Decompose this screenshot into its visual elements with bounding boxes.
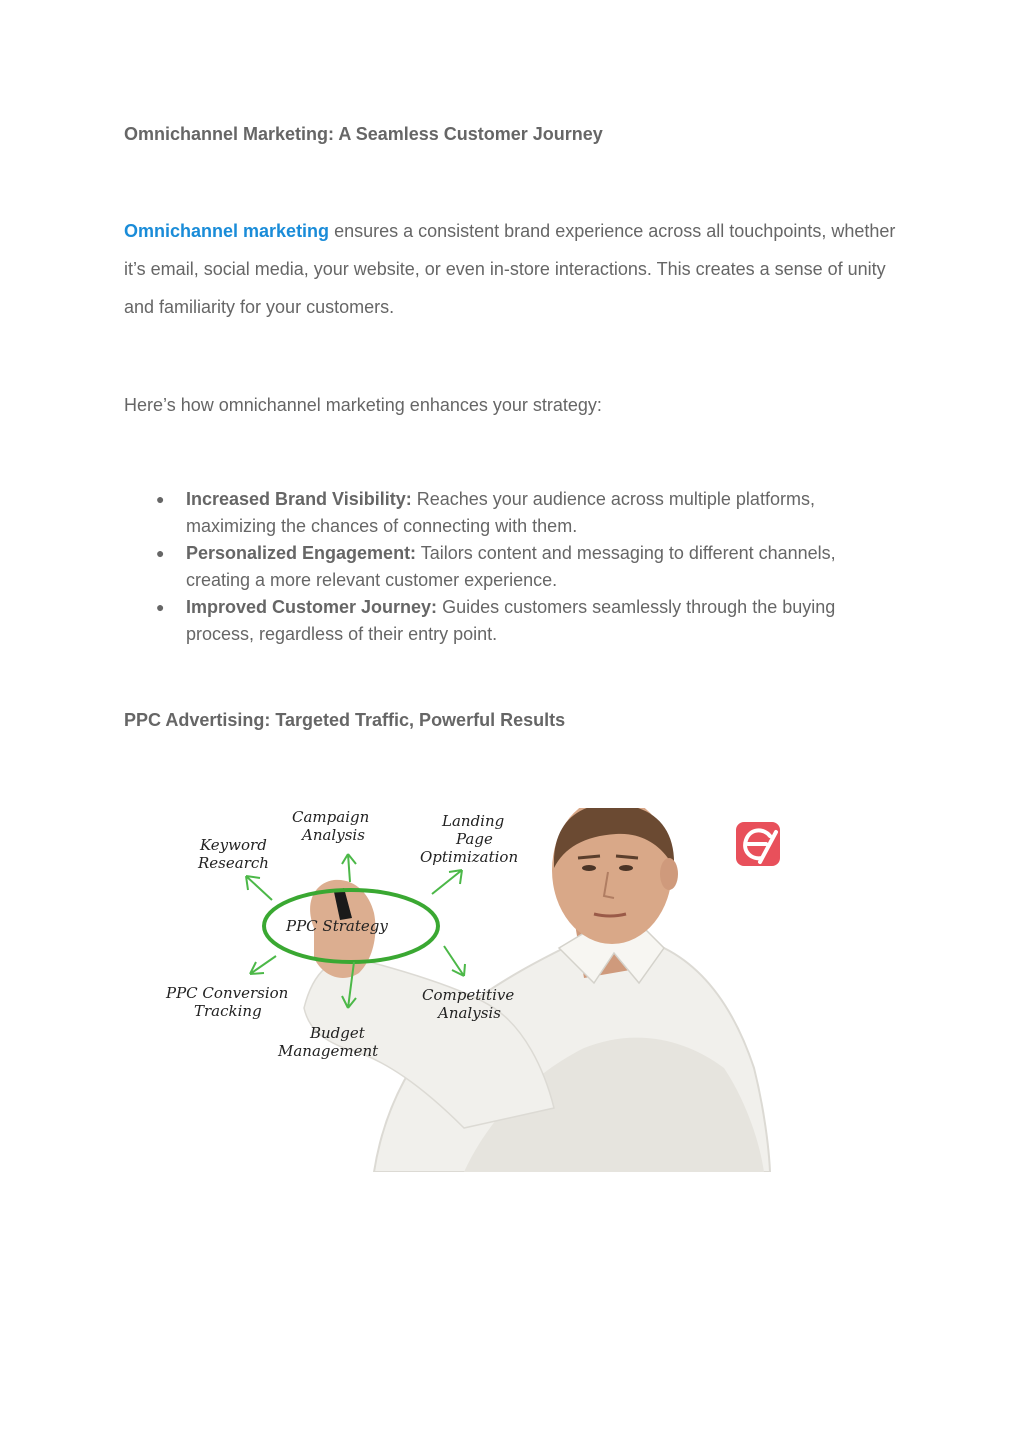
intro-text: ensures a consistent brand experience across all touchpoints, whether it’s email, social media, your website, or even in-store interactions. This creates a sense of unity and familiarity for your customers. [124, 221, 896, 317]
bullet-text: Guides customers seamlessly through the buying process, regardless of their entry point. [186, 597, 836, 644]
bullet-icon: ● [156, 599, 165, 615]
label-keyword-2: Research [198, 854, 269, 872]
man-figure [304, 808, 770, 1172]
ear-shape [660, 858, 678, 890]
list-item [124, 594, 904, 648]
omnichannel-marketing-link[interactable]: Omnichannel marketing [124, 221, 330, 241]
section-title-omnichannel: Omnichannel Marketing: A Seamless Customer Journey [124, 124, 603, 144]
label-competitive-2: Analysis [438, 1004, 501, 1022]
label-budget-2: Management [278, 1042, 379, 1060]
label-conversion-1: PPC Conversion [166, 984, 289, 1002]
ppc-strategy-image [164, 808, 804, 1172]
bullet-label: Personalized Engagement: [186, 543, 417, 563]
label-landing-2: Page [456, 830, 493, 848]
label-landing-3: Optimization [420, 848, 519, 866]
eye-left [582, 865, 596, 871]
bullet-icon: ● [156, 491, 165, 507]
bullet-text: Tailors content and messaging to different channels, creating a more relevant customer experience. [186, 543, 836, 590]
ppc-strategy-label: PPC Strategy [286, 917, 388, 935]
ppc-strategy-illustration [164, 808, 804, 1172]
label-landing-1: Landing [442, 812, 505, 830]
lead-paragraph: Here’s how omnichannel marketing enhances your strategy: [124, 395, 602, 415]
intro-paragraph [124, 212, 904, 326]
bullet-text: Reaches your audience across multiple platforms, maximizing the chances of connecting with them. [186, 489, 815, 536]
benefits-list [124, 486, 904, 648]
label-competitive-1: Competitive [422, 986, 515, 1004]
label-campaign-2: Analysis [302, 826, 365, 844]
section-title-ppc: PPC Advertising: Targeted Traffic, Powerful Results [124, 710, 566, 730]
label-campaign-1: Campaign [292, 808, 370, 826]
label-conversion-2: Tracking [194, 1002, 262, 1020]
list-item [124, 486, 904, 540]
label-keyword-1: Keyword [200, 836, 267, 854]
list-item [124, 540, 904, 594]
bullet-label: Improved Customer Journey: [186, 597, 438, 617]
label-budget-1: Budget [310, 1024, 365, 1042]
bullet-label: Increased Brand Visibility: [186, 489, 412, 509]
eye-right [619, 865, 633, 871]
bullet-icon: ● [156, 545, 165, 561]
